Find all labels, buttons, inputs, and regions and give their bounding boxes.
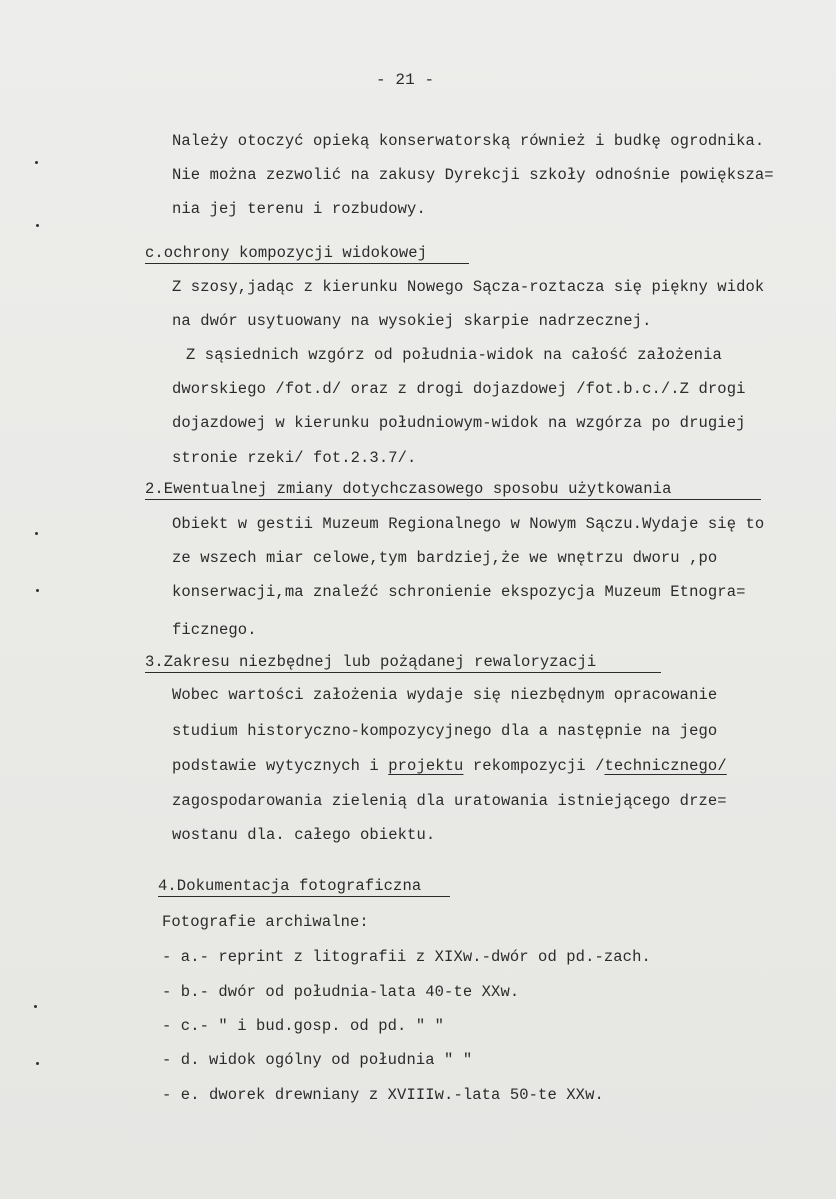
paragraph-line: Z szosy,jadąc z kierunku Nowego Sącza-roztacza się piękny widok [172,278,765,296]
paragraph-line: dworskiego /fot.d/ oraz z drogi dojazdowej /fot.b.c./.Z drogi [172,380,746,398]
list-item: - c.- " i bud.gosp. od pd. " " [162,1017,445,1035]
paragraph-line: dojazdowej w kierunku południowym-widok na wzgórza po drugiej [172,414,746,432]
paragraph-line: Nie można zezwolić na zakusy Dyrekcji szkoły odnośnie powiększa= [172,166,774,184]
paragraph-line: ficznego. [172,621,257,639]
paragraph-line: na dwór usytuowany na wysokiej skarpie nadrzecznej. [172,312,652,330]
scan-speck [36,224,39,227]
page-number: - 21 - [376,71,435,89]
paragraph-line: stronie rzeki/ fot.2.3.7/. [172,449,417,467]
text-run: podstawie wytycznych i [172,757,389,775]
underlined-word-projektu: projektu [388,757,464,775]
scan-speck [34,1005,37,1008]
paragraph-line: ze wszech miar celowe,tym bardziej,że we wnętrzu dworu ,po [172,549,718,567]
paragraph-line: Wobec wartości założenia wydaje się niezbędnym opracowanie [172,686,718,704]
text-run: rekompozycji / [463,757,605,775]
section-heading-4: 4.Dokumentacja fotograficzna [158,876,450,897]
section-heading-c: c.ochrony kompozycji widokowej [145,243,469,264]
paragraph-line: wostanu dla. całego obiektu. [172,826,436,844]
list-item: - a.- reprint z litografii z XIXw.-dwór od pd.-zach. [162,948,651,966]
paragraph-line: zagospodarowania zielenią dla uratowania istniejącego drze= [172,792,727,810]
paragraph-line-underlined [172,756,727,776]
underlined-word-technicznego: technicznego/ [604,757,727,775]
paragraph-line: Należy otoczyć opieką konserwatorską również i budkę ogrodnika. [172,132,765,150]
list-item: - d. widok ogólny od południa " " [162,1051,473,1069]
paragraph-line: Obiekt w gestii Muzeum Regionalnego w Nowym Sączu.Wydaje się to [172,515,765,533]
paragraph-line: konserwacji,ma znaleźć schronienie ekspozycja Muzeum Etnogra= [172,583,746,601]
list-item: - b.- dwór od południa-lata 40-te XXw. [162,983,520,1001]
section-heading-2: 2.Ewentualnej zmiany dotychczasowego sposobu użytkowania [145,479,761,500]
scan-speck [36,1062,39,1065]
scan-speck [36,589,39,592]
scan-speck [35,532,38,535]
paragraph-line: nia jej terenu i rozbudowy. [172,200,426,218]
section-heading-3: 3.Zakresu niezbędnej lub pożądanej rewaloryzacji [145,652,661,673]
paragraph-line: Z sąsiednich wzgórz od południa-widok na całość założenia [186,346,722,364]
paragraph-line: studium historyczno-kompozycyjnego dla a następnie na jego [172,722,718,740]
subheading: Fotografie archiwalne: [162,913,369,931]
list-item: - e. dworek drewniany z XVIIIw.-lata 50-te XXw. [162,1086,604,1104]
scan-speck [35,161,38,164]
